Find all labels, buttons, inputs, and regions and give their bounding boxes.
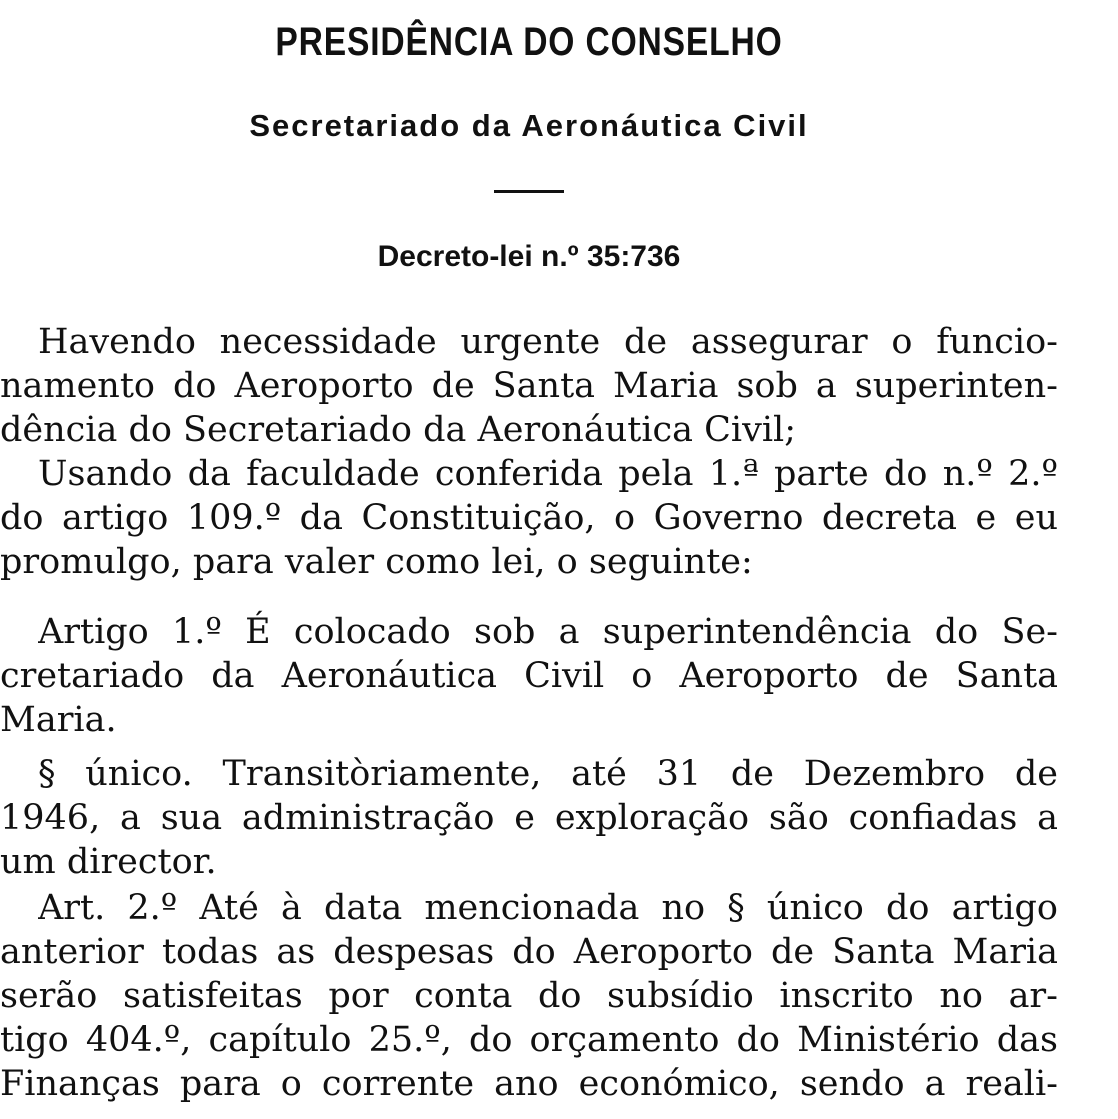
text-line: Art. 2.º Até à data mencionada no § único do artigo (38, 888, 1058, 928)
department-heading: Secretariado da Aeronáutica Civil (249, 108, 809, 143)
text-line: serão satisfeitas por conta do subsídio inscrito no ar- (0, 976, 1058, 1016)
text-line: Finanças para o corrente ano económico, sendo a reali- (0, 1064, 1058, 1104)
text-line: tigo 404.º, capítulo 25.º, do orçamento do Ministério das (0, 1020, 1058, 1060)
text-line: anterior todas as despesas do Aeroporto de Santa Maria (0, 932, 1058, 972)
text-line: dência do Secretariado da Aeronáutica Civil; (0, 410, 797, 450)
text-line: Usando da faculdade conferida pela 1.ª parte do n.º 2.º (38, 454, 1058, 494)
decree-title: Decreto-lei n.º 35:736 (377, 240, 681, 273)
text-line: Maria. (0, 700, 117, 740)
text-line: um director. (0, 842, 217, 882)
title-divider (494, 190, 564, 193)
text-line: namento do Aeroporto de Santa Maria sob a superinten- (0, 366, 1058, 406)
text-line: Havendo necessidade urgente de assegurar o funcio- (38, 322, 1058, 362)
text-line: promulgo, para valer como lei, o seguinte: (0, 542, 753, 582)
text-line: do artigo 109.º da Constituição, o Governo decreta e eu (0, 498, 1058, 538)
text-line: 1946, a sua administração e exploração são confiadas a (0, 798, 1058, 838)
text-line: Artigo 1.º É colocado sob a superintendência do Se- (38, 612, 1058, 652)
institution-heading: PRESIDÊNCIA DO CONSELHO (275, 20, 783, 64)
text-line: cretariado da Aeronáutica Civil o Aeroporto de Santa (0, 656, 1058, 696)
text-line: § único. Transitòriamente, até 31 de Dezembro de (38, 754, 1058, 794)
